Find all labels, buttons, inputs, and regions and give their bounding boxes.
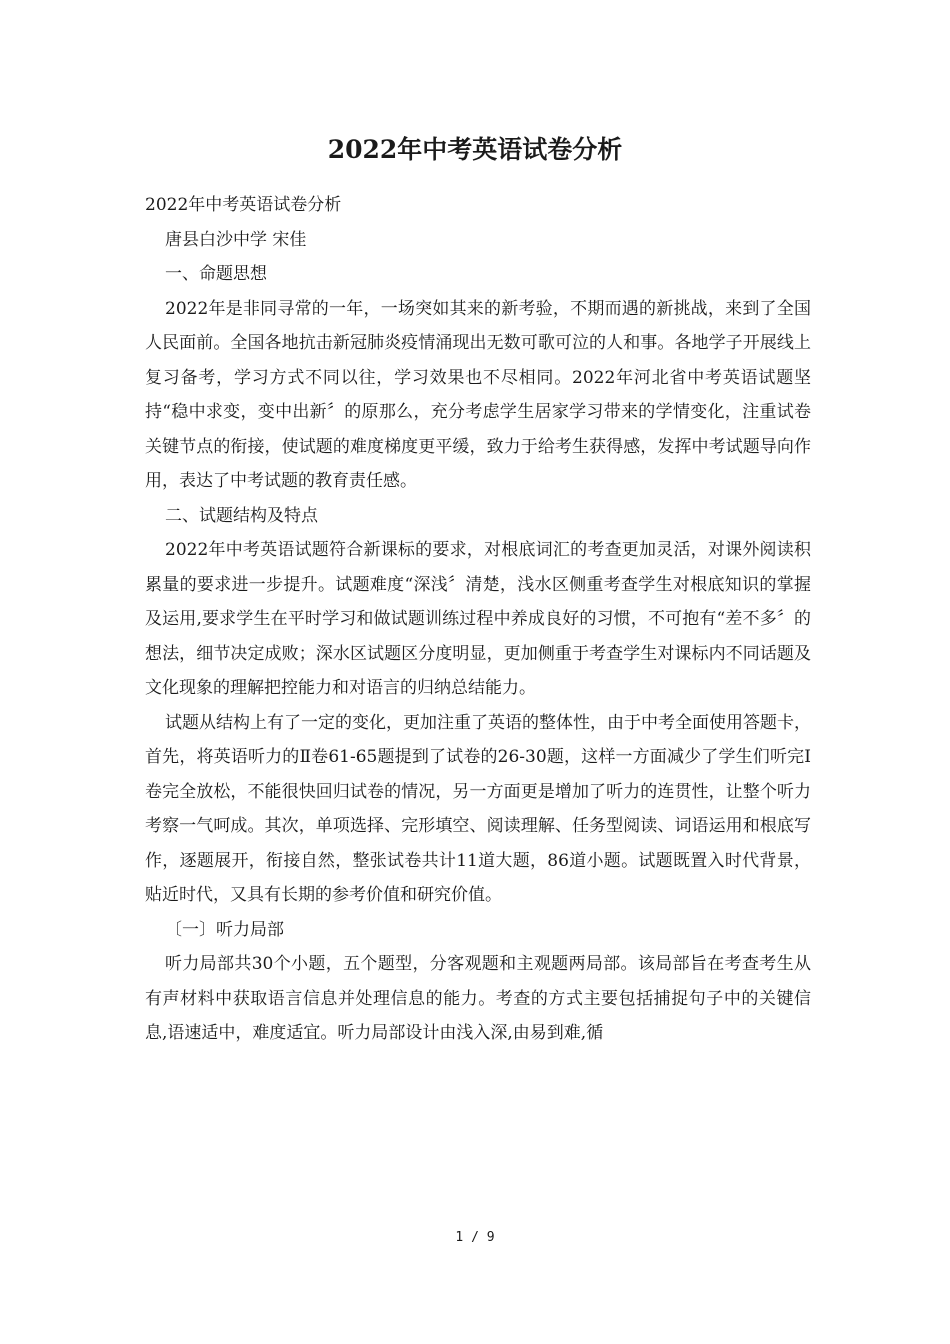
paragraph-author: 唐县白沙中学 宋佳 xyxy=(165,229,307,250)
section-heading-1: 一、命题思想 xyxy=(165,264,267,284)
document-body xyxy=(145,188,811,1051)
section-heading-2: 二、试题结构及特点 xyxy=(165,505,318,526)
paragraph-subtitle: 2022年中考英语试卷分析 xyxy=(145,195,342,215)
subsection-heading-1: 〔一〕听力局部 xyxy=(165,919,284,940)
page-number: 1 / 9 xyxy=(455,1230,495,1245)
paragraph-1: 2022年是非同寻常的一年，一场突如其来的新考验，不期而遇的新挑战，来到了全国人民面前。全国各地抗击新冠肺炎疫情涌现出无数可歌可泣的人和事。各地学子开展线上复习备考，学习方式不同以往，学习效果也不尽相同。2022年河北省中考英语试题坚持“稳中求变，变中出新〞的原那么，充分考虑学生居家学习带来的学情变化，注重试卷关键节点的衔接，使试题的难度梯度更平缓，致力于给考生获得感，发挥中考试题导向作用，表达了中考试题的教育责任感。 xyxy=(145,298,811,491)
paragraph-3: 试题从结构上有了一定的变化，更加注重了英语的整体性，由于中考全面使用答题卡，首先，将英语听力的Ⅱ卷61-65题提到了试卷的26-30题，这样一方面减少了学生们听完Ⅰ卷完全放松，不能很快回归试卷的情况，另一方面更是增加了听力的连贯性，让整个听力考察一气呵成。其次，单项选择、完形填空、阅读理解、任务型阅读、词语运用和根底写作，逐题展开，衔接自然，整张试卷共计11道大题，86道小题。试题既置入时代背景，贴近时代，又具有长期的参考价值和研究价值。 xyxy=(145,712,811,905)
document-title: 2022年中考英语试卷分析 xyxy=(327,135,623,164)
paragraph-2: 2022年中考英语试题符合新课标的要求，对根底词汇的考查更加灵活，对课外阅读积累量的要求进一步提升。试题难度“深浅〞清楚，浅水区侧重考查学生对根底知识的掌握及运用,要求学生在平时学习和做试题训练过程中养成良好的习惯，不可抱有“差不多〞的想法，细节决定成败；深水区试题区分度明显，更加侧重于考查学生对课标内不同话题及文化现象的理解把控能力和对语言的归纳总结能力。 xyxy=(145,540,811,698)
paragraph-4: 听力局部共30个小题，五个题型，分客观题和主观题两局部。该局部旨在考查考生从有声材料中获取语言信息并处理信息的能力。考查的方式主要包括捕捉句子中的关键信息,语速适中，难度适宜。听力局部设计由浅入深,由易到难,循 xyxy=(145,954,811,1043)
